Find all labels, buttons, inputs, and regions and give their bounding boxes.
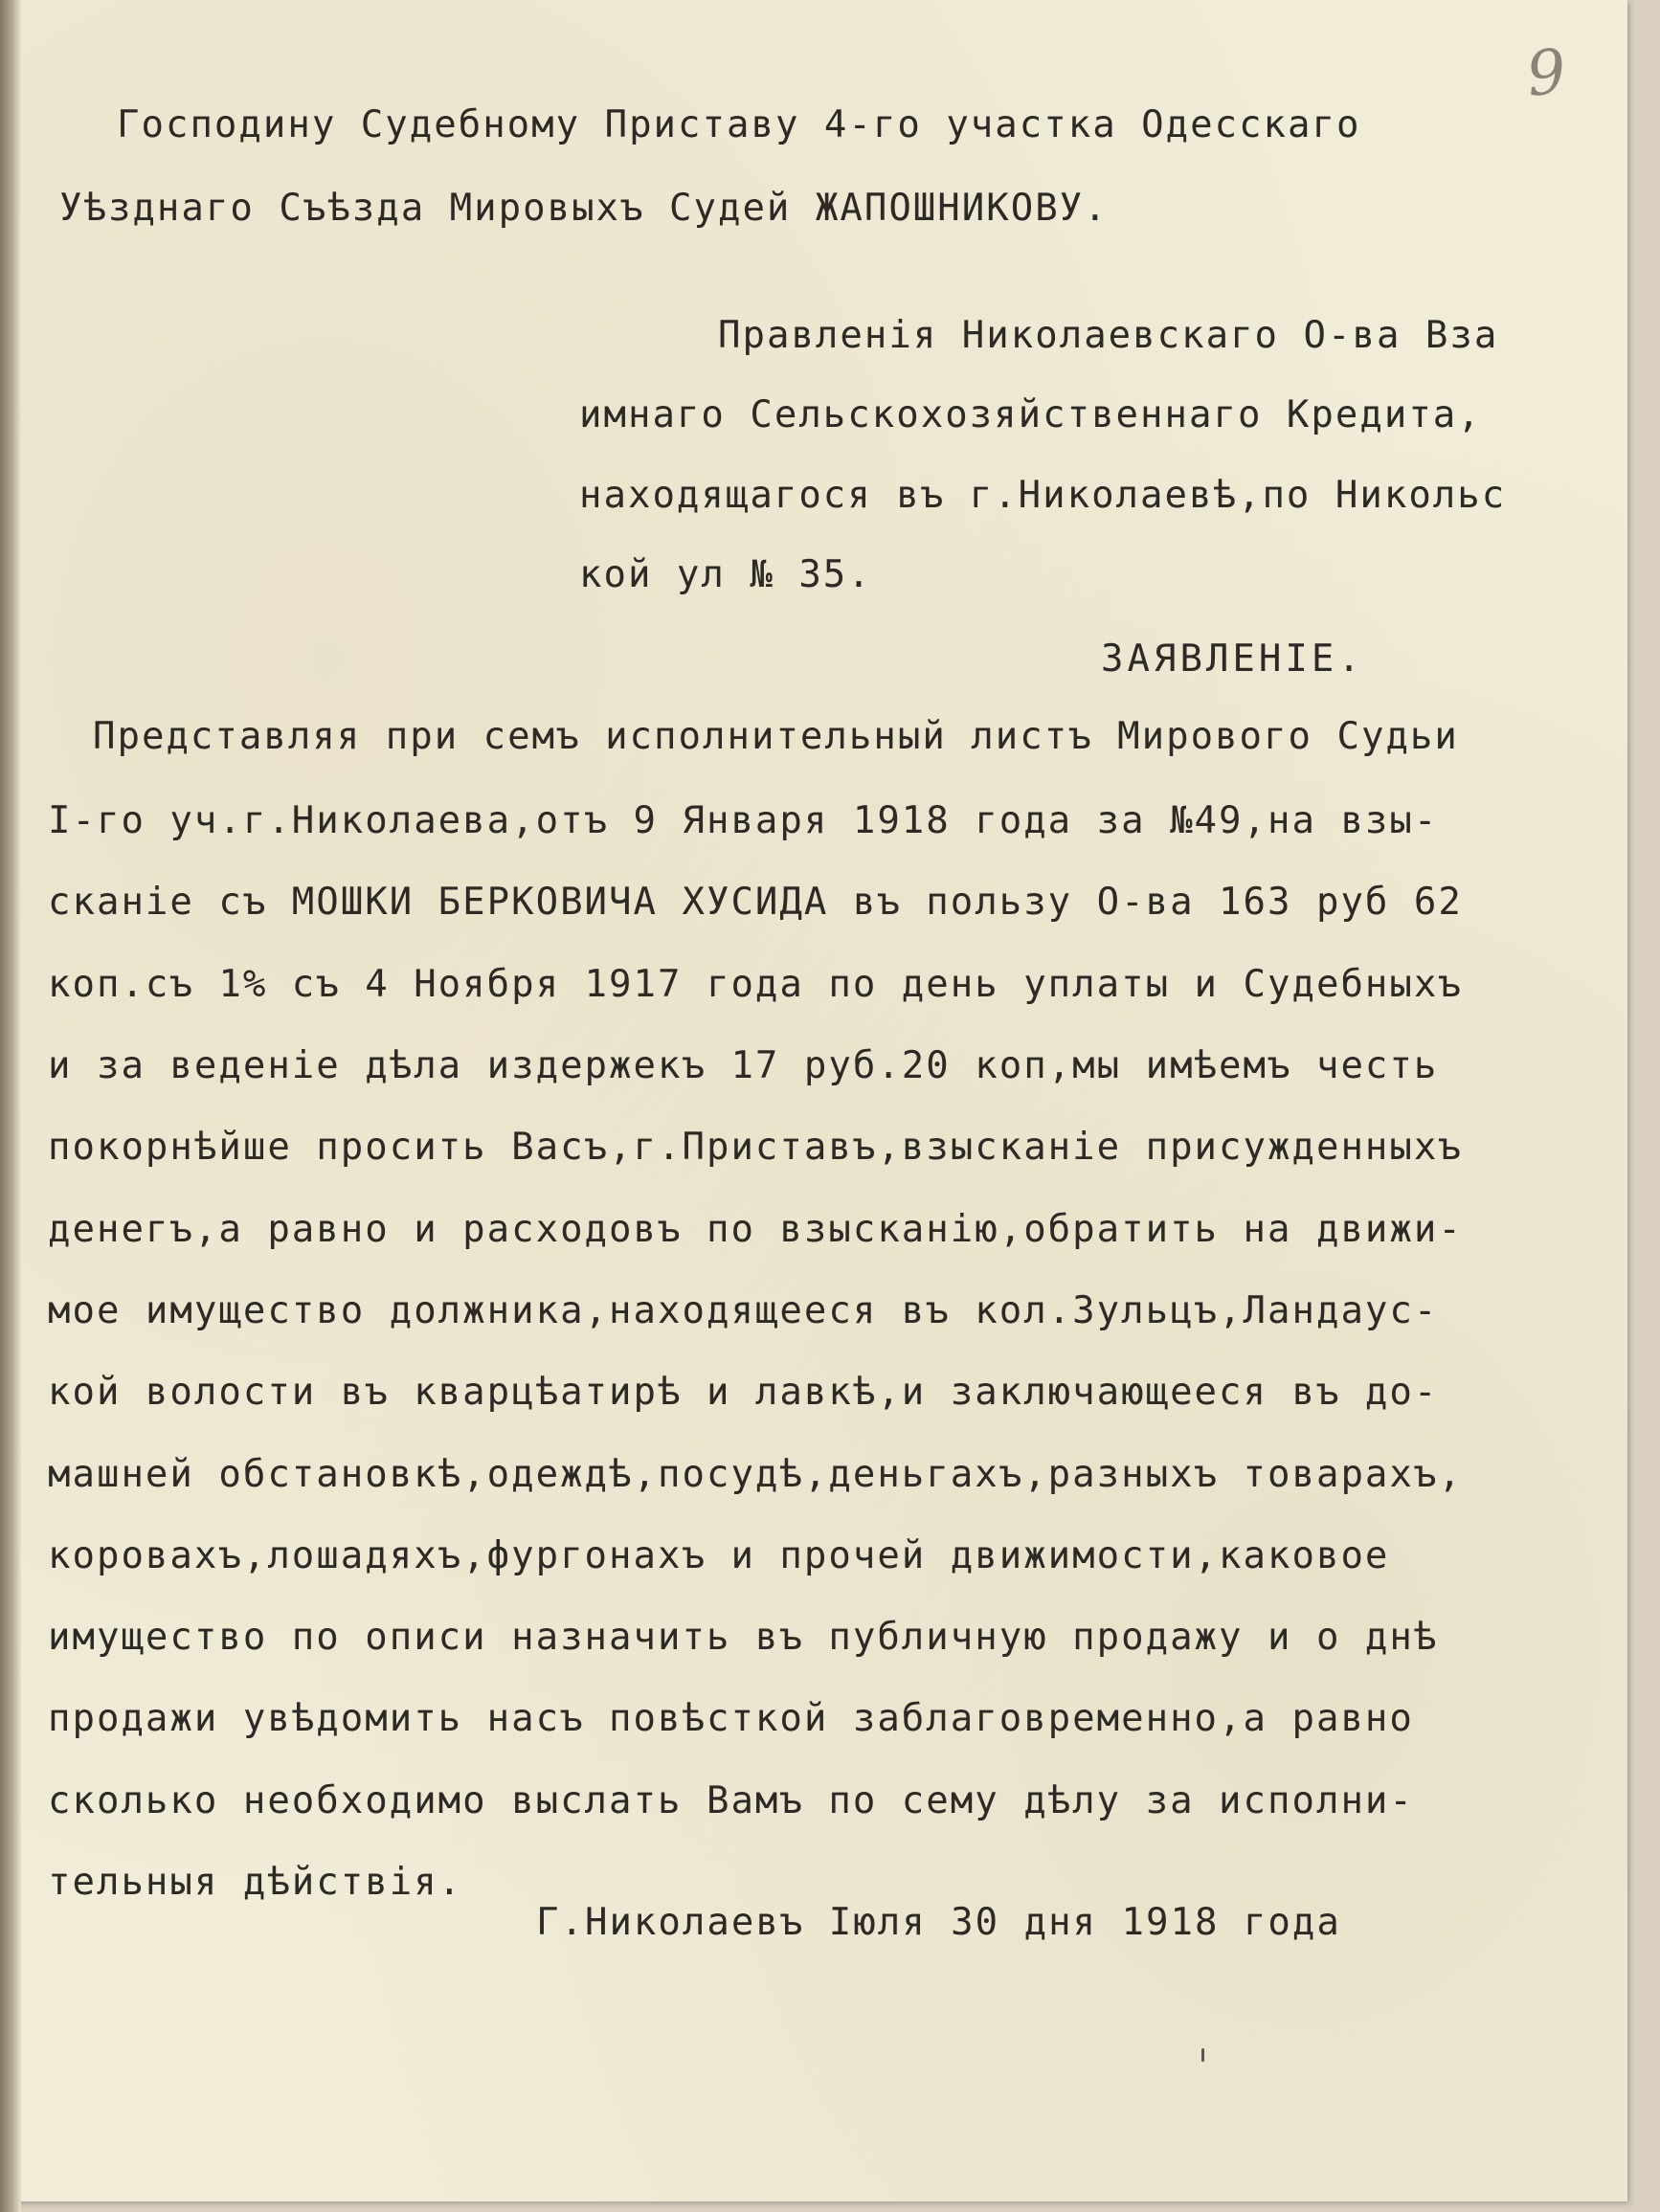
body-line-15: тельныя дѣйствія. <box>48 1861 463 1904</box>
body-line-9: кой волости въ кварцѣатирѣ и лавкѣ,и заключающееся въ до- <box>48 1371 1439 1414</box>
page-binding-edge <box>0 0 21 2212</box>
body-line-2: I-го уч.г.Николаева,отъ 9 Января 1918 года за №49,на взы- <box>48 799 1439 842</box>
body-line-1: Представляя при семъ исполнительный листъ Мирового Судьи <box>93 715 1459 758</box>
body-line-8: мое имущество должника,находящееся въ кол.Зульцъ,Ландаус- <box>48 1289 1439 1332</box>
address-line-2: Уѣзднаго Съѣзда Мировыхъ Судей ЖАПОШНИКОВУ. <box>59 187 1109 230</box>
body-line-12: имущество по описи назначить въ публичную продажу и о днѣ <box>48 1616 1439 1659</box>
body-line-6: покорнѣйше просить Васъ,г.Приставъ,взысканіе присужденныхъ <box>48 1126 1463 1169</box>
body-line-4: коп.съ 1% съ 4 Ноября 1917 года по день уплаты и Судебныхъ <box>48 963 1463 1006</box>
sender-line-3: находящагося въ г.Николаевѣ,по Никольс <box>579 474 1507 517</box>
body-line-14: сколько необходимо выслать Вамъ по сему дѣлу за исполни- <box>48 1779 1414 1822</box>
body-line-7: денегъ,а равно и расходовъ по взысканію,обратить на движи- <box>48 1208 1463 1251</box>
sender-line-4: кой ул № 35. <box>579 553 872 596</box>
document-title: ЗАЯВЛЕНІЕ. <box>1101 637 1364 681</box>
body-line-5: и за веденіе дѣла издержекъ 17 руб.20 коп,мы имѣемъ честь <box>48 1044 1439 1087</box>
ink-mark <box>1201 2048 1204 2062</box>
sender-line-1: Правленія Николаевскаго О-ва Вза <box>718 314 1499 357</box>
sender-line-2: имнаго Сельскохозяйственнаго Кредита, <box>579 393 1482 436</box>
body-line-10: машней обстановкѣ,одеждѣ,посудѣ,деньгахъ,разныхъ товарахъ, <box>48 1453 1463 1496</box>
folio-number: 9 <box>1523 36 1570 111</box>
body-line-13: продажи увѣдомить насъ повѣсткой заблаговременно,а равно <box>48 1697 1414 1740</box>
body-line-11: коровахъ,лошадяхъ,фургонахъ и прочей движимости,каковое <box>48 1534 1390 1577</box>
body-line-3: сканіе съ МОШКИ БЕРКОВИЧА ХУСИДА въ пользу О-ва 163 руб 62 <box>48 881 1463 924</box>
address-line-1: Господину Судебному Приставу 4-го участка Одесскаго <box>117 103 1361 146</box>
place-date-line: Г.Николаевъ Іюля 30 дня 1918 года <box>536 1901 1341 1944</box>
